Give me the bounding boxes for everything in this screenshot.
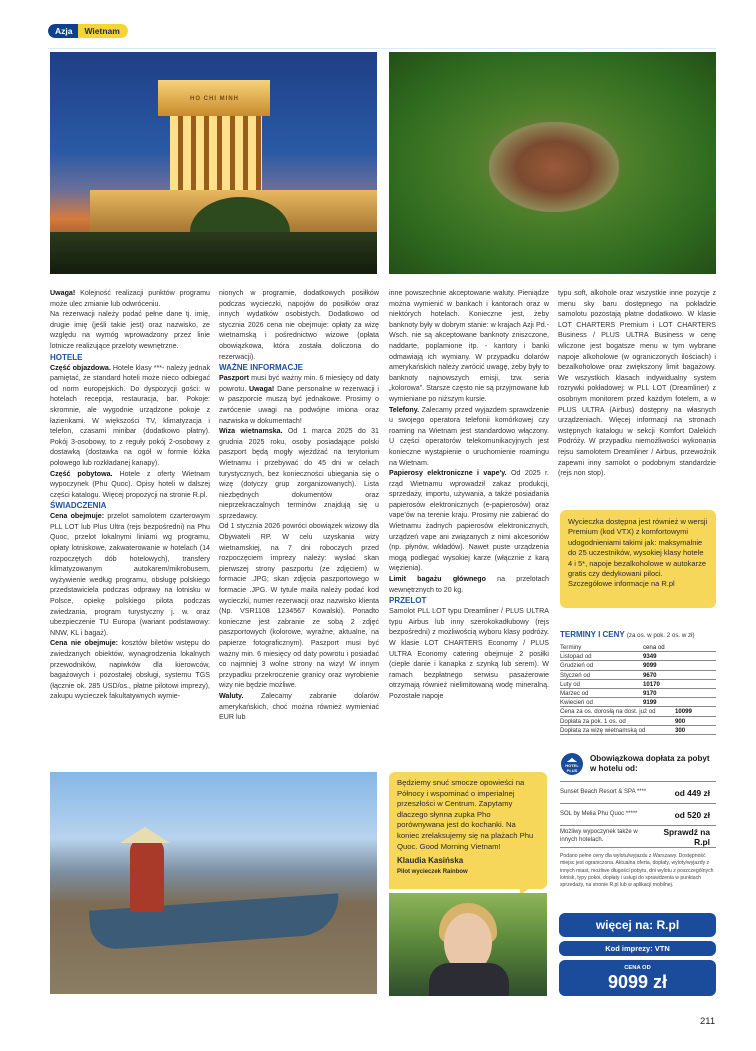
hotel-row <box>560 782 716 804</box>
paragraph: Hotele klasy ***- należy jednak pamiętać, że standard hoteli może nieco odbiegać od norm europejskich. Do dyspozycji gości: w hotelach recepcja, restauracja, bar. Pokoje: skromnie, ale wygodnie urządzone pokoje z łazienkami. W większości TV, klimatyzacja i telefon, czasami minibar (dodatkowo płatny). Pokój 3-osobowy, to z reguły pokój 2-osobowy z dostawką (dostawka na ogół w formie łóżka polowego lub rozkładanej kanapy). <box>50 363 210 467</box>
section-heading-important-info: WAŻNE INFORMACJE <box>219 363 303 373</box>
mausoleum-columns <box>170 116 262 190</box>
hotel-row <box>560 804 716 826</box>
term-price: 9199 <box>643 699 657 707</box>
term-price: 9670 <box>643 671 657 679</box>
term-label: Grudzień od <box>560 662 594 670</box>
bold-label: Waluty. <box>219 691 244 700</box>
bold-label: Cena obejmuje: <box>50 512 105 521</box>
extra-label: Cena za os. dorosłą na dost. już od <box>560 708 656 716</box>
term-label: Marzec od <box>560 689 589 697</box>
hotel-price[interactable]: Sprawdź na R.pl <box>663 826 710 847</box>
paragraph: przelot samolotem czarterowym PLL LOT lub Plus Ultra (rejs bezpośredni) na Phu Quoc, przelot lokalnymi liniami wg programu, opłaty lotniskowe, zakwaterowanie w hotelach (14 rozpoczętych dób hotelowych), transfery klimatyzowanym autokarem/mikrobusem, wyżywienie według programu, obsługę polskiego przedstawiciela podczas odprawy na lotnisku w Polsce, opiekę polskiego pilota podczas zwiedzania, program turystyczny j. w. oraz ubezpieczenie TU Europa (wariant podstawowy: NNW, KL i bagaż). <box>50 512 210 637</box>
hotel-name: Sunset Beach Resort & SPA **** <box>560 788 647 795</box>
table-row <box>560 680 716 689</box>
bold-label: Paszport <box>219 374 249 383</box>
table-row <box>560 652 716 661</box>
photo-ho-chi-minh-mausoleum <box>50 52 377 274</box>
paragraph: typu soft, alkohole oraz wszystkie inne pozycje z menu sky baru dostępnego na pokładzie samolotu pozostają płatne dodatkowo. W klasie LOT CHARTERS Premium i LOT CHARTERS Business / PLUS ULTRA Business w cenę wliczone jest bogatsze menu w tym wybrane napoje alkoholowe (w ograniczonych ilościach) i bezalkoholowe oraz zwiększony limit bagażowy. We wszystkich klasach indywidualny system rozrywki pokładowej: w PLL LOT (Dreamliner) z osobnym monitorem przed każdym fotelem, a w PLUS ULTRA (Airbus) dostępny na własnych urządzeniach. Więcej informacji na stronach wstępnych katalogu w sekcji Komfort Dalekich Podróży. W przypadku niemożliwości wykonania rejsu samolotem Dreamliner / Airbus, przewoźnik zapewni inny samolot o podobnym standardzie (rejs non stop). <box>558 289 716 478</box>
prices-heading: TERMINY I CENY <box>560 630 625 639</box>
pricing-note: Podano pełne ceny dla wylotu/wyjazdu z Warszawy. Dostępność miejsc jest ograniczona. Aktualna oferta, dopłaty, wyloty/wyjazdy z innych miast, możliwe długości pobytu, dni wylotu z poszczególnych lotnisk, typy pokoi, dopłaty i usługi do sprawdzenia w punktach sprzedaży, na stronie R.pl lub w aplikacji mobilnej. <box>560 853 714 889</box>
hotel-name: SOL by Melia Phu Quoc ***** <box>560 810 638 817</box>
hotel-surcharge-table <box>560 781 716 848</box>
hotel-price: od 449 zł <box>674 787 710 798</box>
extra-label: Dopłata za pok. 1 os. od <box>560 717 626 725</box>
text-column-2 <box>219 288 379 723</box>
bold-label: Papierosy elektroniczne i vape'y. <box>389 469 507 478</box>
price-badge <box>559 960 716 996</box>
more-info-button[interactable]: więcej na: R.pl <box>559 913 716 937</box>
divider <box>48 48 716 49</box>
text-column-3 <box>389 288 549 702</box>
paragraph: musi być ważny min. 6 miesięcy od daty powrotu. <box>219 374 379 393</box>
photo-my-son-ruins <box>389 52 716 274</box>
table-header <box>560 643 716 652</box>
paragraph: Od 1 stycznia 2026 powróci obowiązek wizowy dla Obywateli RP. W celu uzyskania wizy wietnamskiej, na 7 dni roboczych przed rozpoczęciem imprezy należy: wysłać skan pierwszej strony paszportu (ze zdjęciem) w formacie .JPG; skan zdjęcia paszportowego w formacie .JPG. W tytule maila należy podać kod wycieczki, numer rezerwacji oraz nazwisko klienta (Np. VSR1108 1234567 Kowalski). Ponadto konieczne jest zabranie ze sobą 2 zdjęć paszportowych (kolorowe, wyraźne, aktualne, na papierze fotograficznym). Paszport musi być ważny min. 6 miesięcy od daty powrotu i posiadać co najmniej 3 wolne strony na wizy! W innym przypadku przekroczenie granicy oraz wyrobienie wizy nie będzie możliwe. <box>219 522 379 690</box>
bold-label: Część objazdowa. <box>50 363 111 372</box>
bold-label: Cena nie obejmuje: <box>50 639 119 648</box>
paragraph: nionych w programie, dodatkowych posiłków podczas wycieczki, napojów do posiłków oraz innych wydatków osobistych. Dodatkowo od stycznia 2026 cena nie obejmuje: opłaty za wizę wietnamską i pośrednictwo wizowe (opłata obowiązkowa, która została doliczona do rezerwacji). <box>219 289 379 361</box>
section-heading-hotels: HOTELE <box>50 352 83 362</box>
quote-author-role: Pilot wycieczek Rainbow <box>397 868 468 875</box>
extra-price: 300 <box>675 726 686 734</box>
term-price: 10170 <box>643 680 660 688</box>
section-heading-flight: PRZELOT <box>389 596 427 606</box>
bold-label: Limit bagażu głównego <box>389 575 486 584</box>
prices-title <box>560 630 695 639</box>
bold-label: Wiza wietnamska. <box>219 427 283 436</box>
paragraph: Dane personalne w rezerwacji i w paszporcie muszą być jednakowe. Prosimy o zwrócenie uwagi na podwójne imiona oraz nazwiska w dokumentach! <box>219 384 380 425</box>
extra-price: 900 <box>675 717 686 725</box>
icon-text: PLUS <box>566 768 578 773</box>
scarf <box>429 963 509 996</box>
table-row <box>560 726 716 735</box>
quote-author: Klaudia Kasińska <box>397 856 464 866</box>
paragraph: Zalecamy zabranie dolarów amerykańskich, choć można również wymieniać EUR lub <box>219 691 379 722</box>
column-header: cena od <box>643 644 665 651</box>
column-header: Terminy <box>560 644 582 651</box>
paragraph: Hotele z oferty Wietnam wypoczynek (Phu Quoc). Opisy hoteli w dalszej części katalogu. Więcej propozycji na stronie R.pl. <box>50 469 210 499</box>
term-label: Listopad od <box>560 653 592 661</box>
term-price: 9099 <box>643 662 657 670</box>
term-label: Kwiecień od <box>560 699 593 707</box>
mausoleum-sign: HO CHI MINH <box>190 96 239 102</box>
term-price: 9170 <box>643 689 657 697</box>
paragraph: kosztów biletów wstępu do zwiedzanych obiektów, wynagrodzenia lokalnych przewodników, napiwków dla kierowców, bagażowych i pozostałej obsługi, systemu TGS (łącznie ok. 285 USD/os., płatne pilotowi imprezy), zakupu wycieczek fakultatywnych wymie- <box>50 639 210 701</box>
paragraph: Zalecamy przed wyjazdem sprawdzenie u swojego operatora telefonii komórkowej czy roaming na Wietnam jest standardowo włączony. U części operatorów telekomunikacyjnych jest konieczne wystąpienie o uruchomienie roamingu na Wietnam. <box>389 405 549 467</box>
table-row <box>560 698 716 707</box>
breadcrumb <box>48 24 128 38</box>
hotel-price: od 520 zł <box>674 809 710 820</box>
hotel-surcharge-title: Obowiązkowa dopłata za pobyt w hotelu od: <box>590 754 710 773</box>
paragraph: Samolot PLL LOT typu Dreamliner / PLUS ULTRA typu Airbus lub inny szerokokadłubowy (rejs bezpośredni) z możliwością wyboru klasy podróży. W klasie LOT CHARTERS Economy / PLUS ULTRA Economy catering obejmuje 2 posiłki (ciepłe danie i kanapka z szynką lub serem). W ramach bezpłatnego serwisu pasażerowie otrzymają również nielimitowaną wodę mineralną. Pozostałe napoje <box>389 607 549 700</box>
rower <box>130 837 164 912</box>
paragraph: Kolejność realizacji punktów programu może ulec zmianie lub odwróceniu. <box>50 289 210 308</box>
term-price: 9349 <box>643 653 657 661</box>
quote-text: Będziemy snuć smocze opowieści na Północy i wspominać o imperialnej przeszłości w Centrum. Zapytamy dlaczego słynna zupka Pho porównywana jest do kochanki. Na koniec zrelaksujemy się na plażach Phu Quoc. Good Morning Vietnam! <box>397 778 534 851</box>
paragraph: na przelotach wewnętrznych to 20 kg. <box>389 575 549 594</box>
text-column-4 <box>558 288 716 479</box>
hotel-plus-icon <box>561 753 583 775</box>
temple-ruins <box>489 122 619 212</box>
tour-code-badge: Kod imprezy: VTN <box>559 941 716 956</box>
table-row <box>560 671 716 680</box>
breadcrumb-country[interactable]: Wietnam <box>78 24 127 38</box>
paragraph: Na rezerwacji należy podać pełne dane tj. imię, drugie imię (jeśli takie jest) oraz nazwisko, ze względu na wymóg wprowadzony przez linie lotnicze realizujące przeloty wewnętrzne. <box>50 310 210 350</box>
bold-label: Uwaga! <box>50 289 76 297</box>
paragraph: Od 1 marca 2025 do 31 grudnia 2025 roku, osoby posiadające polski paszport będą mogły wjeżdżać na terytorium Wietnamu i przebywać do 45 dni w celach turystycznych, bez konieczności ubiegania się o wizę (dotyczy grup zorganizowanych). Lista niezbędnych dokumentów oraz nieprzekraczalnych terminów znajdują się u sprzedawcy. <box>219 427 379 520</box>
guide-quote-box <box>389 772 547 889</box>
hotel-name: Możliwy wypoczynek także w innych hotelach. <box>560 828 638 843</box>
roof-shape <box>567 758 577 762</box>
term-label: Styczeń od <box>560 671 591 679</box>
extra-label: Dopłata za wizę wietnamską od <box>560 726 646 734</box>
price-label: CENA OD <box>624 965 651 971</box>
breadcrumb-region[interactable]: Azja <box>48 24 78 38</box>
price-value: 9099 zł <box>607 972 668 992</box>
paragraph: Od 2025 r. rząd Wietnamu wprowadził zakaz produkcji, sprzedaży, importu, używania, a także posiadania papierosów elektronicznych (e-papierosów) oraz vape'ów na terenie kraju. Prosimy nie zabierać do Wietnamu żadnych papierosów elektronicznych, urządzeń vape ani związanych z nimi akcesoriów (np. płynów, wkładów). Nawet puste urządzenia mogą podlegać wysokiej karze (włącznie z karą więzienia). <box>389 469 549 573</box>
page-number: 211 <box>700 1016 716 1027</box>
conical-hat <box>120 827 170 843</box>
section-heading-services: ŚWIADCZENIA <box>50 501 107 511</box>
table-row <box>560 661 716 670</box>
premium-info-box: Wycieczka dostępna jest również w wersji Premium (kod VTX) z komfortowymi udogodnieniami takimi jak: maksymalnie do 25 uczestników, wysokiej klasy hotele 4 i 5*, napoje bezalkoholowe w autokarze gratis czy dedykowani piloci. Szczegółowe informacje na R.pl <box>560 510 716 608</box>
text-column-1 <box>50 288 210 702</box>
table-row <box>560 717 716 726</box>
hotel-row <box>560 826 716 848</box>
boat <box>89 893 341 950</box>
extra-price: 10099 <box>675 708 692 716</box>
bold-label: Uwaga! <box>249 384 275 393</box>
garden <box>50 232 377 274</box>
table-row <box>560 689 716 698</box>
photo-mekong-boat <box>50 772 377 994</box>
bold-label: Część pobytowa. <box>50 469 113 478</box>
paragraph: inne powszechnie akceptowane waluty. Pieniądze można wymienić w bankach i kantorach oraz w niektórych hotelach. Konieczne jest, żeby banknoty były w dobrym stanie: w krajach Azji Pd.-Wsch. nie są akceptowane banknoty zniszczone, naddarte, poplamione itp. - kantory i banki odmawiają ich wymiany. W przypadku dolarów amerykańskich należy zwrócić uwagę, żeby były to banknoty najnowszych emisji, tzw. seria „kolorowa”. Starsze często nie są przyjmowane lub wymieniane po niższym kursie. <box>389 289 549 403</box>
table-row <box>560 707 716 716</box>
bold-label: Telefony. <box>389 405 420 414</box>
icon-text: HOTEL <box>565 763 579 768</box>
prices-subtitle: (za os. w pok. 2 os. w zł) <box>626 632 695 639</box>
prices-table <box>560 643 716 735</box>
term-label: Luty od <box>560 680 580 688</box>
photo-guide-portrait <box>389 893 547 996</box>
